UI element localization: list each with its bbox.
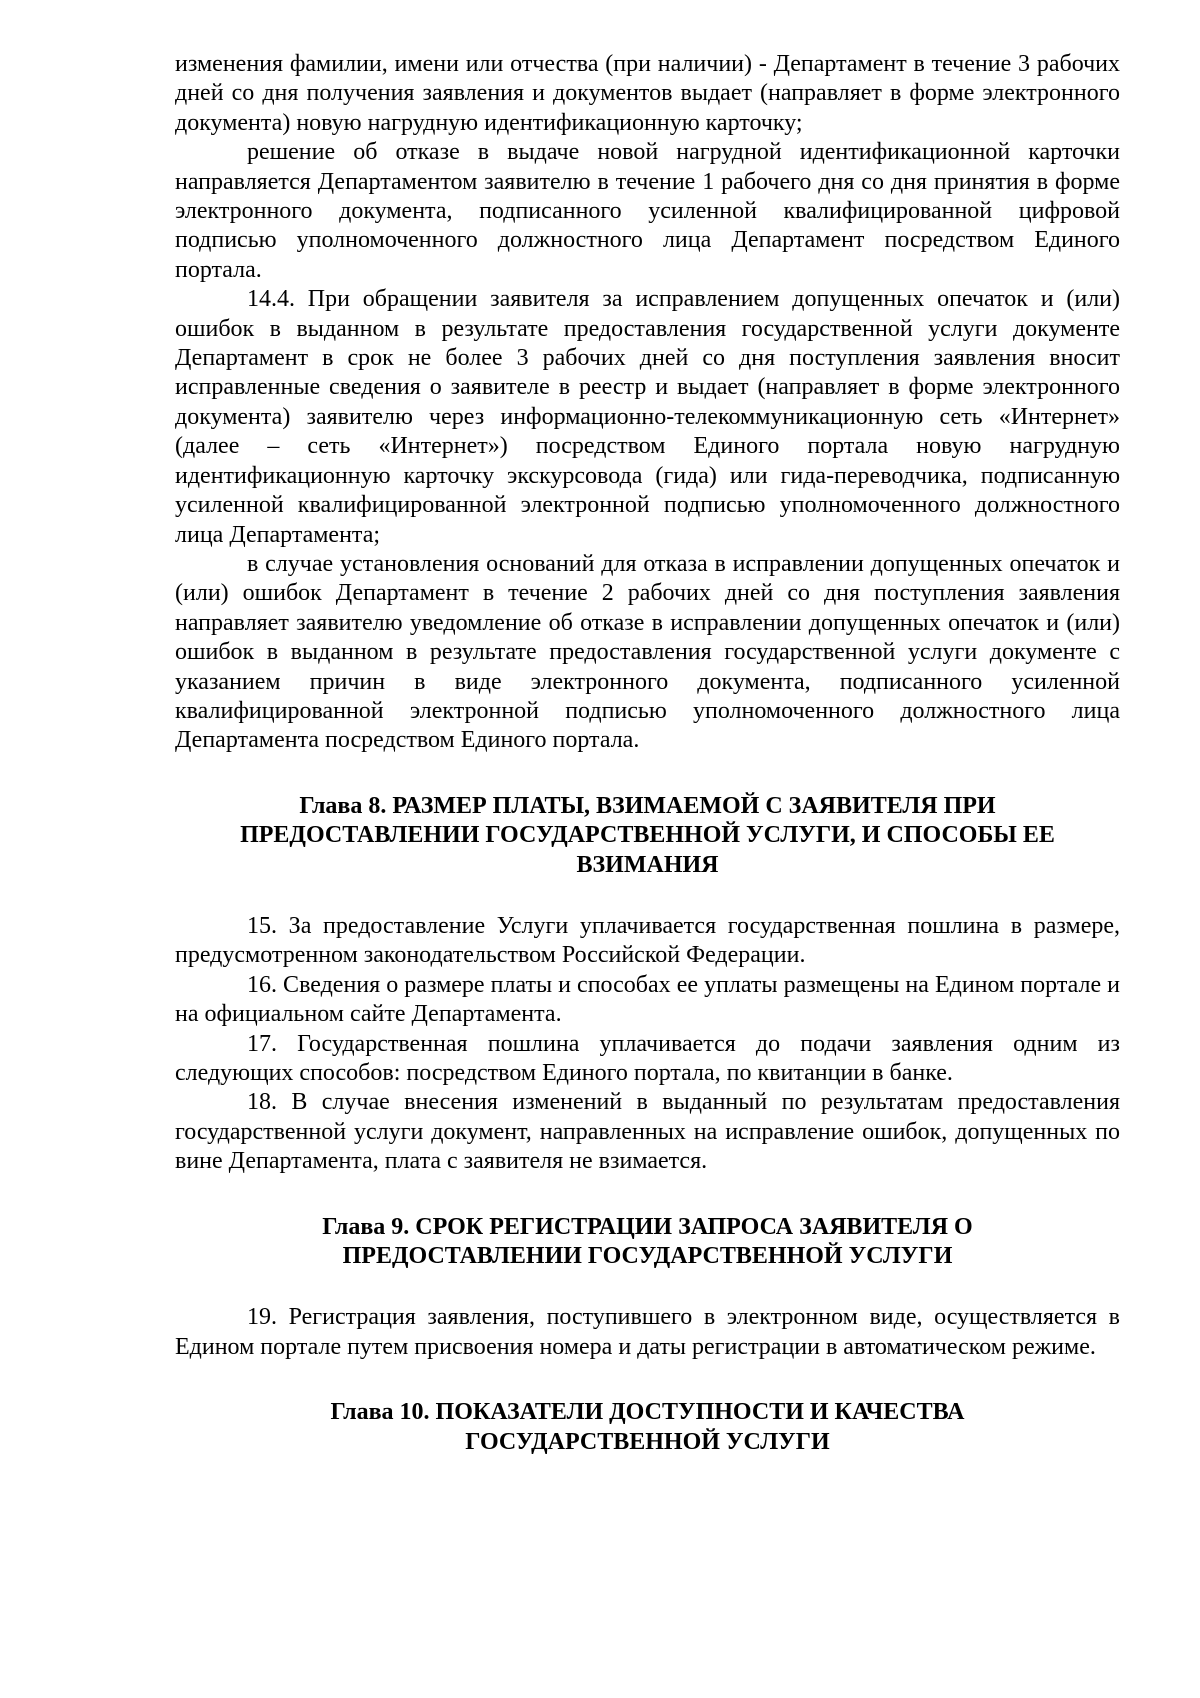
paragraph-refusal-corrections: в случае установления оснований для отказа в исправлении допущенных опечаток и (или) ошибок Департамент в течение 2 рабочих дней со дня поступления заявления направляет заявителю уведомление об отказе в исправлении допущенных опечаток и (или) ошибок в выданном в результате предоставления государственной услуги документе с указанием причин в виде электронного документа, подписанного усиленной квалифицированной электронной подписью уполномоченного должностного лица Департамента посредством Единого портала. bbox=[175, 550, 1120, 754]
chapter-9-heading-line-1: Глава 9. СРОК РЕГИСТРАЦИИ ЗАПРОСА ЗАЯВИТЕЛЯ О bbox=[322, 1213, 973, 1240]
paragraph-16: 16. Сведения о размере платы и способах ее уплаты размещены на Едином портале и на официальном сайте Департамента. bbox=[175, 971, 1120, 1028]
paragraph-17: 17. Государственная пошлина уплачивается до подачи заявления одним из следующих способов: посредством Единого портала, по квитанции в банке. bbox=[175, 1030, 1120, 1086]
chapter-9-heading bbox=[175, 1213, 1120, 1272]
chapter-10-heading-line-2: ГОСУДАРСТВЕННОЙ УСЛУГИ bbox=[465, 1428, 830, 1455]
paragraph-14-4: 14.4. При обращении заявителя за исправлением допущенных опечаток и (или) ошибок в выданном в результате предоставления государственной услуги документе Департамент в срок не более 3 рабочих дней со дня поступления заявления вносит исправленные сведения о заявителе в реестр и выдает (направляет в форме электронного документа) заявителю через информационно-телекоммуникационную сеть «Интернет» (далее – сеть «Интернет») посредством Единого портала новую нагрудную идентификационную карточку экскурсовода (гида) или гида-переводчика, подписанную усиленной квалифицированной электронной подписью уполномоченного должностного лица Департамента; bbox=[175, 286, 1120, 548]
chapter-10-heading-line-1: Глава 10. ПОКАЗАТЕЛИ ДОСТУПНОСТИ И КАЧЕСТВА bbox=[330, 1399, 965, 1426]
paragraph-refusal-new-card: решение об отказе в выдаче новой нагрудной идентификационной карточки направляется Департаментом заявителю в течение 1 рабочего дня со дня принятия в форме электронного документа, подписанного усиленной квалифицированной цифровой подписью уполномоченного должностного лица Департамент посредством Единого портала. bbox=[175, 139, 1120, 283]
chapter-8-heading-line-2: ПРЕДОСТАВЛЕНИИ ГОСУДАРСТВЕННОЙ УСЛУГИ, И СПОСОБЫ ЕЕ bbox=[240, 822, 1055, 849]
paragraph-19: 19. Регистрация заявления, поступившего в электронном виде, осуществляется в Едином портале путем присвоения номера и даты регистрации в автоматическом режиме. bbox=[175, 1304, 1120, 1360]
document-page bbox=[175, 50, 1120, 1457]
paragraph-continuation: изменения фамилии, имени или отчества (при наличии) - Департамент в течение 3 рабочих дней со дня получения заявления и документов выдает (направляет в форме электронного документа) новую нагрудную идентификационную карточку; bbox=[175, 51, 1120, 136]
paragraph-18: 18. В случае внесения изменений в выданный по результатам предоставления государственной услуги документ, направленных на исправление ошибок, допущенных по вине Департамента, плата с заявителя не взимается. bbox=[175, 1089, 1120, 1175]
chapter-8-heading-line-1: Глава 8. РАЗМЕР ПЛАТЫ, ВЗИМАЕМОЙ С ЗАЯВИТЕЛЯ ПРИ bbox=[299, 792, 996, 819]
chapter-9-heading-line-2: ПРЕДОСТАВЛЕНИИ ГОСУДАРСТВЕННОЙ УСЛУГИ bbox=[342, 1243, 953, 1270]
chapter-8-heading bbox=[175, 792, 1120, 880]
chapter-10-heading bbox=[175, 1398, 1120, 1457]
chapter-8-heading-line-3: ВЗИМАНИЯ bbox=[576, 851, 719, 878]
paragraph-15: 15. За предоставление Услуги уплачивается государственная пошлина в размере, предусмотренном законодательством Российской Федерации. bbox=[175, 912, 1120, 969]
